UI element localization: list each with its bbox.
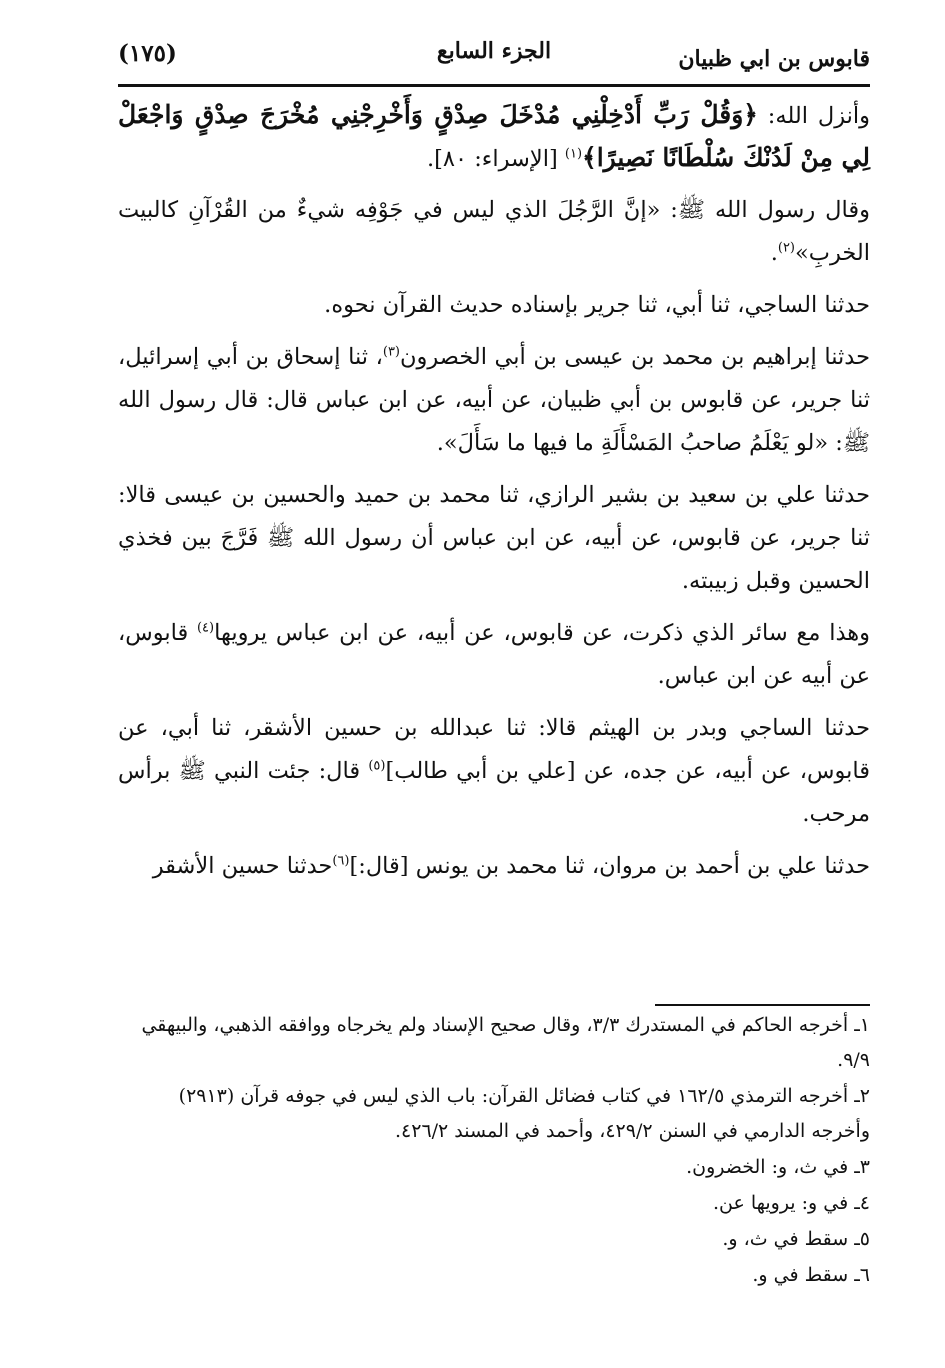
footnote-5: ٥ـ سقط في ث، و. (722, 1228, 870, 1250)
footnote-marker[interactable]: (١) (564, 146, 583, 162)
paragraph-text: وقال رسول الله ﷺ: «إنَّ الرَّجُلَ الذي ليس في جَوْفِه شيءٌ من القُرْآنِ كالبيت الخربِ» (118, 197, 870, 266)
paragraph-hadith-3 (118, 336, 870, 474)
volume-title: الجزء السابع (436, 38, 552, 64)
paragraph-hadith-6 (118, 707, 870, 845)
footnote-marker[interactable]: (٢) (777, 240, 795, 256)
paragraph-intro: وأنزل الله: (757, 103, 870, 129)
footnote-2: ٢ـ أخرجه الترمذي ١٦٢/٥ في كتاب فضائل القرآن: باب الذي ليس في جوفه قرآن (٢٩١٣) وأخرجه الدارمي في السنن ٤٢٩/٢، وأحمد في المسند ٤٢٦/٢. (178, 1085, 870, 1142)
paragraph-text: حدثنا حسين الأشقر (152, 853, 333, 879)
book-title: قابوس بن ابي ظبيان (678, 46, 870, 72)
footnote-6: ٦ـ سقط في و. (752, 1264, 870, 1286)
paragraph-hadith-5 (118, 612, 870, 707)
footnotes (118, 1008, 870, 1294)
paragraph-text: حدثنا إبراهيم بن محمد بن عيسى بن أبي الخصرون (400, 344, 870, 370)
footnote-4: ٤ـ في و: يرويها عن. (712, 1192, 870, 1214)
footnote-marker[interactable]: (٤) (196, 620, 215, 636)
paragraph-text: ، ثنا إسحاق بن أبي إسرائيل، ثنا جرير، عن قابوس بن أبي ظبيان، عن أبيه، عن ابن عباس قال: قال رسول الله ﷺ: «لو يَعْلَمُ صاحبُ المَسْأَلَةِ ما فيها ما سَأَلَ». (118, 344, 870, 456)
paragraph-text: وهذا مع سائر الذي ذكرت، عن قابوس، عن أبيه، عن ابن عباس يرويها (214, 620, 870, 646)
footnote-marker[interactable]: (٦) (332, 853, 350, 869)
paragraph-text: قال: جئت النبي ﷺ برأس مرحب. (118, 758, 870, 827)
footnote-3: ٣ـ في ث، و: الخضرون. (686, 1156, 870, 1178)
header-rule (118, 84, 870, 87)
page-header (118, 38, 870, 78)
footnotes-rule (655, 1004, 870, 1006)
paragraph-hadith-1 (118, 189, 870, 284)
paragraph-hadith-7 (118, 845, 870, 897)
paragraph-end: . (770, 240, 778, 266)
paragraph-text: حدثنا الساجي وبدر بن الهيثم قالا: ثنا عبدالله بن حسين الأشقر، ثنا أبي، عن قابوس، عن أبيه، عن جده، عن [علي بن أبي طالب] (118, 715, 871, 784)
verse-reference: [الإسراء: ٨٠]. (426, 146, 565, 172)
footnote-marker[interactable]: (٥) (368, 758, 386, 774)
paragraph-quran (118, 94, 870, 189)
footnote-1: ١ـ أخرجه الحاكم في المستدرك ٣/٣، وقال صحيح الإسناد ولم يخرجاه ووافقه الذهبي، والبيهقي ٩/٩. (141, 1014, 870, 1071)
quran-verse: ﴿وَقُلْ رَبِّ أَدْخِلْنِي مُدْخَلَ صِدْقٍ وَأَخْرِجْنِي مُخْرَجَ صِدْقٍ وَاجْعَلْ لِي مِنْ لَدُنْكَ سُلْطَانًا نَصِيرًا﴾ (118, 100, 870, 172)
paragraph-hadith-2: حدثنا الساجي، ثنا أبي، ثنا جرير بإسناده حديث القرآن نحوه. (324, 292, 870, 318)
main-text (118, 94, 870, 897)
page-number: (١٧٥) (118, 40, 177, 67)
paragraph-text: قابوس، عن أبيه عن ابن عباس. (118, 620, 870, 689)
paragraph-text: حدثنا علي بن أحمد بن مروان، ثنا محمد بن يونس [قال:] (349, 853, 870, 879)
paragraph-hadith-4: حدثنا علي بن سعيد بن بشير الرازي، ثنا محمد بن حميد والحسين بن عيسى قالا: ثنا جرير، عن قابوس، عن أبيه، عن ابن عباس أن رسول الله ﷺ فَرَّجَ بين فخذي الحسين وقبل زبيبته. (118, 482, 870, 594)
footnote-marker[interactable]: (٣) (382, 344, 400, 360)
